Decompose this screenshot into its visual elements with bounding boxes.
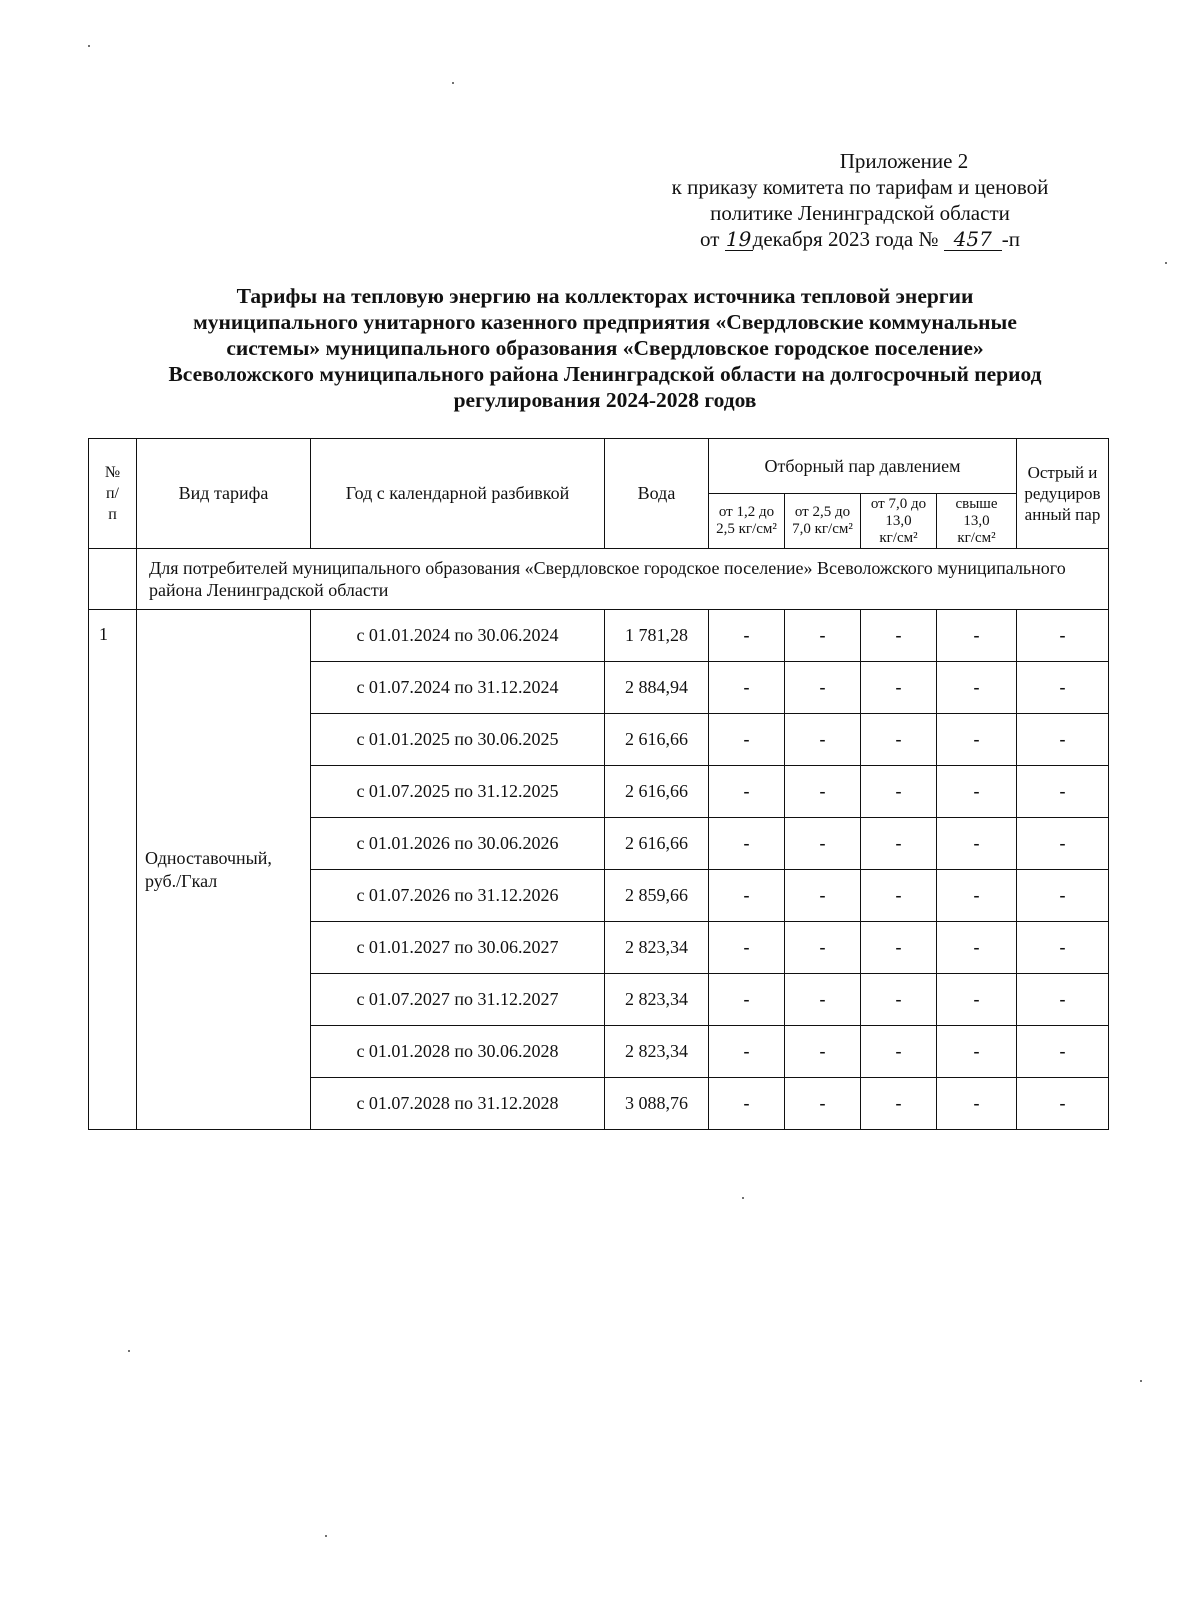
title-line: регулирования 2024-2028 годов — [453, 388, 757, 412]
pressure-1-cell: - — [709, 766, 785, 818]
water-tariff-cell: 2 616,66 — [605, 714, 709, 766]
water-tariff-cell: 2 616,66 — [605, 818, 709, 870]
water-tariff-cell: 2 884,94 — [605, 662, 709, 714]
acute-steam-cell: - — [1017, 766, 1109, 818]
pressure-2-cell: - — [785, 662, 861, 714]
period-cell: с 01.07.2026 по 31.12.2026 — [311, 870, 605, 922]
scan-speck — [1140, 1380, 1142, 1382]
acute-steam-cell: - — [1017, 610, 1109, 662]
tariff-kind — [137, 610, 311, 1130]
tariff-table — [88, 438, 1109, 1130]
acute-steam-cell: - — [1017, 922, 1109, 974]
acute-steam-cell: - — [1017, 662, 1109, 714]
pressure-3-cell: - — [861, 1078, 937, 1130]
water-tariff-cell: 2 616,66 — [605, 766, 709, 818]
header-pressure-3: от 7,0 до 13,0 кг/см² — [861, 494, 937, 549]
pressure-4-cell: - — [937, 662, 1017, 714]
pressure-2-cell: - — [785, 1026, 861, 1078]
consumer-group-label: Для потребителей муниципального образования «Свердловское городское поселение» Всеволожского муниципального района Ленинградской области — [137, 549, 1109, 610]
date-middle: декабря 2023 года № — [752, 227, 939, 251]
pressure-2-cell: - — [785, 974, 861, 1026]
period-cell: с 01.07.2028 по 31.12.2028 — [311, 1078, 605, 1130]
handwritten-order-number: 457 — [944, 228, 1002, 251]
water-tariff-cell: 2 823,34 — [605, 922, 709, 974]
pressure-2-cell: - — [785, 714, 861, 766]
pressure-1-cell: - — [709, 1078, 785, 1130]
appendix-header — [600, 148, 1120, 252]
pressure-3-cell: - — [861, 662, 937, 714]
pressure-2-cell: - — [785, 610, 861, 662]
header-water: Вода — [605, 439, 709, 549]
row-number: 1 — [89, 610, 137, 1130]
pressure-4-cell: - — [937, 870, 1017, 922]
water-tariff-cell: 3 088,76 — [605, 1078, 709, 1130]
header-steam-group: Отборный пар давлением — [709, 439, 1017, 494]
acute-steam-cell: - — [1017, 974, 1109, 1026]
group-empty-cell — [89, 549, 137, 610]
pressure-1-cell: - — [709, 818, 785, 870]
pressure-3-cell: - — [861, 766, 937, 818]
pressure-2-cell: - — [785, 818, 861, 870]
scan-speck — [88, 45, 90, 47]
water-tariff-cell: 2 823,34 — [605, 974, 709, 1026]
title-line: Тарифы на тепловую энергию на коллекторах источника тепловой энергии — [236, 284, 974, 308]
pressure-3-cell: - — [861, 870, 937, 922]
acute-steam-cell: - — [1017, 1026, 1109, 1078]
header-pressure-1: от 1,2 до 2,5 кг/см² — [709, 494, 785, 549]
acute-steam-cell: - — [1017, 818, 1109, 870]
header-row — [89, 439, 1109, 494]
tariff-row — [89, 610, 1109, 662]
consumer-group-row — [89, 549, 1109, 610]
pressure-4-cell: - — [937, 974, 1017, 1026]
pressure-3-cell: - — [861, 610, 937, 662]
period-cell: с 01.07.2025 по 31.12.2025 — [311, 766, 605, 818]
scan-speck — [325, 1535, 327, 1537]
header-pressure-2: от 2,5 до 7,0 кг/см² — [785, 494, 861, 549]
period-cell: с 01.01.2026 по 30.06.2026 — [311, 818, 605, 870]
pressure-1-cell: - — [709, 714, 785, 766]
pressure-2-cell: - — [785, 870, 861, 922]
scan-speck — [1165, 262, 1167, 264]
water-tariff-cell: 2 859,66 — [605, 870, 709, 922]
scan-speck — [742, 1197, 744, 1199]
pressure-1-cell: - — [709, 974, 785, 1026]
pressure-4-cell: - — [937, 1078, 1017, 1130]
date-prefix: от — [700, 227, 720, 251]
water-tariff-cell: 1 781,28 — [605, 610, 709, 662]
document-title — [90, 283, 1120, 413]
appendix-label: Приложение 2 — [839, 149, 969, 173]
title-line: муниципального унитарного казенного предприятия «Свердловские коммунальные — [193, 310, 1017, 334]
pressure-1-cell: - — [709, 662, 785, 714]
acute-steam-cell: - — [1017, 714, 1109, 766]
pressure-3-cell: - — [861, 1026, 937, 1078]
header-number: № п/ п — [89, 439, 137, 549]
period-cell: с 01.07.2027 по 31.12.2027 — [311, 974, 605, 1026]
pressure-2-cell: - — [785, 1078, 861, 1130]
pressure-1-cell: - — [709, 610, 785, 662]
pressure-4-cell: - — [937, 922, 1017, 974]
water-tariff-cell: 2 823,34 — [605, 1026, 709, 1078]
handwritten-day: 19 — [725, 227, 752, 251]
header-acute-steam: Острый и редуциров анный пар — [1017, 439, 1109, 549]
pressure-4-cell: - — [937, 610, 1017, 662]
title-line: Всеволожского муниципального района Ленинградской области на долгосрочный период — [168, 362, 1042, 386]
period-cell: с 01.01.2028 по 30.06.2028 — [311, 1026, 605, 1078]
scan-speck — [452, 82, 454, 84]
tariff-kind-line: Одноставочный, — [145, 847, 272, 868]
header-pressure-4: свыше 13,0 кг/см² — [937, 494, 1017, 549]
tariff-kind-line: руб./Гкал — [145, 870, 218, 891]
pressure-3-cell: - — [861, 922, 937, 974]
order-date-line — [600, 226, 1120, 252]
pressure-1-cell: - — [709, 870, 785, 922]
pressure-4-cell: - — [937, 818, 1017, 870]
pressure-1-cell: - — [709, 1026, 785, 1078]
period-cell: с 01.01.2024 по 30.06.2024 — [311, 610, 605, 662]
pressure-3-cell: - — [861, 974, 937, 1026]
order-reference-line: к приказу комитета по тарифам и ценовой — [671, 175, 1049, 199]
period-cell: с 01.01.2027 по 30.06.2027 — [311, 922, 605, 974]
scan-speck — [128, 1350, 130, 1352]
pressure-1-cell: - — [709, 922, 785, 974]
date-suffix: -п — [1001, 227, 1020, 251]
pressure-3-cell: - — [861, 714, 937, 766]
pressure-2-cell: - — [785, 922, 861, 974]
header-period: Год с календарной разбивкой — [311, 439, 605, 549]
pressure-4-cell: - — [937, 766, 1017, 818]
acute-steam-cell: - — [1017, 1078, 1109, 1130]
period-cell: с 01.07.2024 по 31.12.2024 — [311, 662, 605, 714]
pressure-2-cell: - — [785, 766, 861, 818]
pressure-4-cell: - — [937, 1026, 1017, 1078]
acute-steam-cell: - — [1017, 870, 1109, 922]
committee-name-line: политике Ленинградской области — [710, 201, 1010, 225]
pressure-3-cell: - — [861, 818, 937, 870]
header-tariff-kind: Вид тарифа — [137, 439, 311, 549]
pressure-4-cell: - — [937, 714, 1017, 766]
title-line: системы» муниципального образования «Свердловское городское поселение» — [226, 336, 984, 360]
period-cell: с 01.01.2025 по 30.06.2025 — [311, 714, 605, 766]
